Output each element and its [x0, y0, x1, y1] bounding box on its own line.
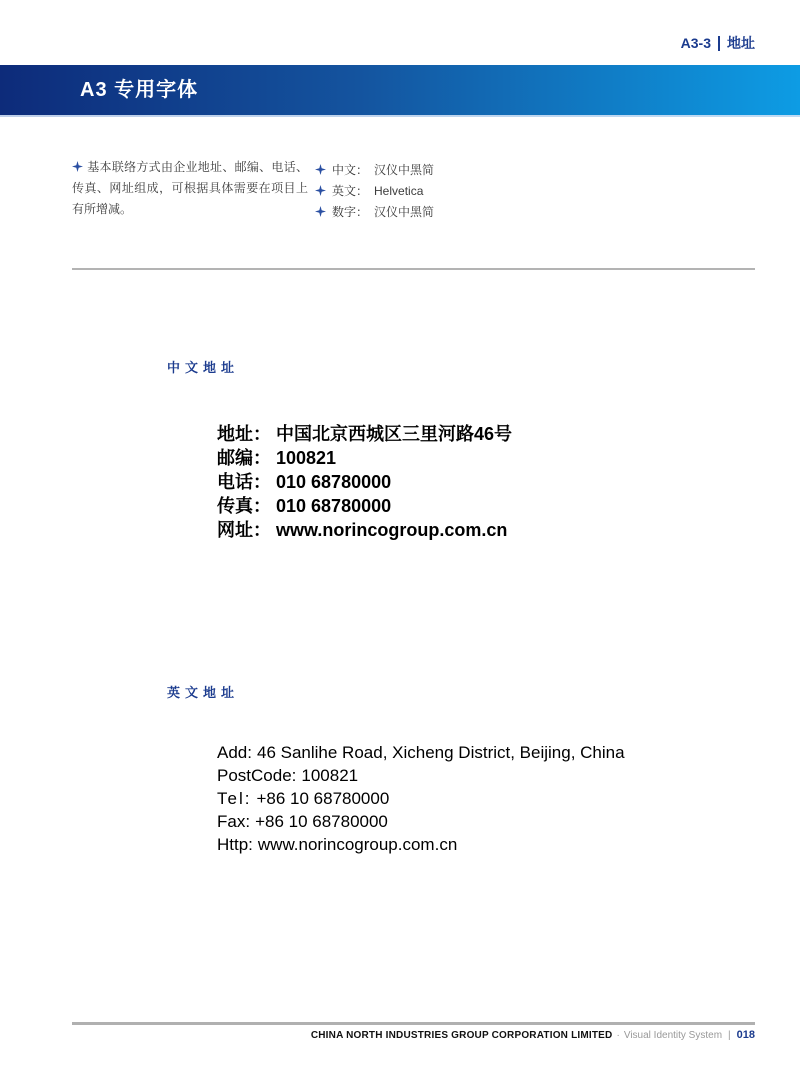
- address-label: 网址：: [217, 520, 271, 540]
- address-line: [217, 810, 625, 833]
- content-divider: [72, 268, 755, 270]
- font-spec-row: [315, 180, 434, 201]
- corner-tag: [681, 33, 755, 53]
- intro-text: 基本联络方式由企业地址、邮编、电话、传真、网址组成，可根据具体需要在项目上有所增减。: [72, 160, 308, 216]
- address-value: +86 10 68780000: [256, 789, 390, 808]
- address-label: 传真：: [217, 496, 271, 516]
- footer-page-divider: |: [728, 1030, 731, 1041]
- page-number: 018: [736, 1029, 755, 1041]
- address-line: [217, 764, 625, 787]
- corner-code: A3-3: [680, 35, 711, 51]
- font-spec-list: [315, 159, 434, 222]
- address-value: 100821: [276, 448, 337, 468]
- spec-label: 中文：: [332, 163, 369, 177]
- spec-value: 汉仪中黑简: [374, 205, 435, 219]
- star-bullet-icon: [315, 185, 326, 196]
- address-label: PostCode:: [217, 766, 297, 785]
- address-label: 邮编：: [217, 448, 271, 468]
- star-bullet-icon: [315, 164, 326, 175]
- address-label: Tel:: [217, 789, 252, 808]
- address-label: Fax:: [217, 812, 251, 831]
- address-value: 100821: [301, 766, 359, 785]
- address-label: Add:: [217, 743, 252, 762]
- address-line: [217, 518, 512, 542]
- spec-label: 数字：: [332, 205, 369, 219]
- address-value: 010 68780000: [276, 496, 392, 516]
- footer-company-name: CHINA NORTH INDUSTRIES GROUP CORPORATION LIMITED: [310, 1030, 613, 1041]
- corner-label: 地址: [727, 35, 755, 51]
- corner-separator: [718, 36, 720, 51]
- star-bullet-icon: [315, 206, 326, 217]
- star-bullet-icon: [72, 161, 83, 172]
- address-line: [217, 787, 625, 810]
- footer-divider: [72, 1022, 755, 1025]
- font-spec-row: [315, 201, 434, 222]
- address-value: 010 68780000: [276, 472, 392, 492]
- english-address-block: [217, 741, 625, 856]
- address-line: [217, 446, 512, 470]
- footer-separator: ·: [616, 1030, 620, 1041]
- page-title: A3 专用字体: [80, 79, 199, 101]
- address-line: [217, 741, 625, 764]
- address-line: [217, 470, 512, 494]
- address-label: 地址：: [217, 424, 271, 444]
- address-value: 中国北京西城区三里河路46号: [276, 424, 513, 444]
- address-value: 46 Sanlihe Road, Xicheng District, Beijing, China: [256, 743, 625, 762]
- address-label: Http:: [217, 835, 253, 854]
- address-value: +86 10 68780000: [255, 812, 388, 831]
- address-label: 电话：: [217, 472, 271, 492]
- font-spec-row: [315, 159, 434, 180]
- address-line: [217, 494, 512, 518]
- spec-value: 汉仪中黑简: [374, 163, 435, 177]
- address-value: www.norincogroup.com.cn: [276, 520, 508, 540]
- intro-paragraph: [72, 157, 308, 220]
- header-bar: [0, 65, 800, 117]
- address-line: [217, 422, 512, 446]
- spec-value: Helvetica: [374, 183, 424, 198]
- footer-system-name: Visual Identity System: [623, 1030, 723, 1041]
- address-value: www.norincogroup.com.cn: [257, 835, 458, 854]
- section-title-english-address: 英文地址: [167, 685, 240, 700]
- footer: [311, 1029, 755, 1041]
- section-title-chinese-address: 中文地址: [167, 360, 240, 375]
- spec-label: 英文：: [332, 184, 369, 198]
- address-line: [217, 833, 625, 856]
- chinese-address-block: [217, 422, 512, 542]
